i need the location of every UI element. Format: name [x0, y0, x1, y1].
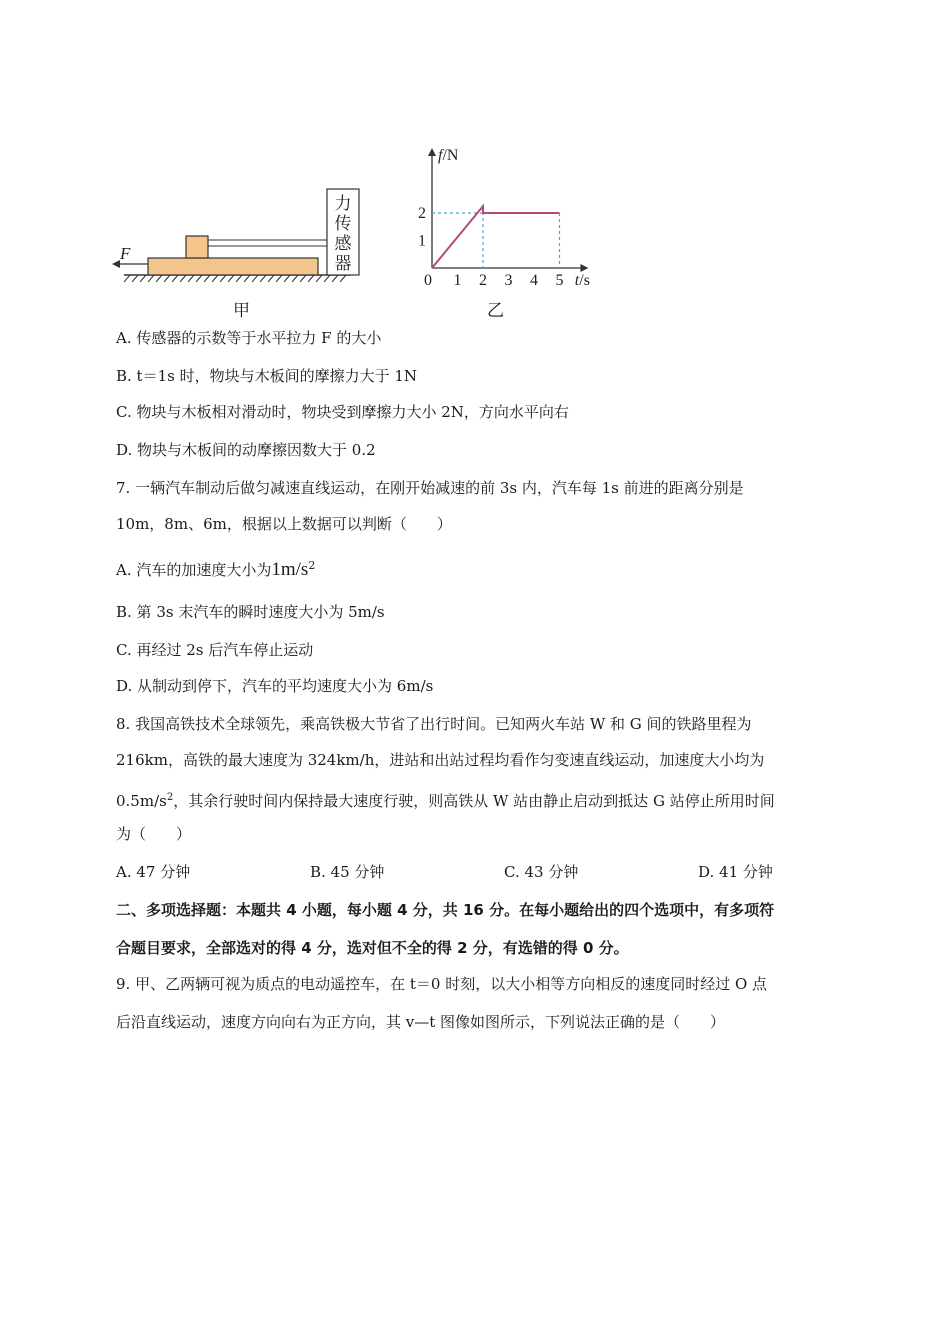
q8-stem-line3 [116, 788, 775, 811]
y-axis-label: f/N [438, 147, 459, 164]
wooden-board [148, 258, 318, 275]
q7-option-a [116, 556, 315, 580]
q8-stem-line2: 216km，高铁的最大速度为 324km/h，进站和出站过程均看作匀变速直线运动，加速度大小均为 [116, 751, 765, 769]
y-tick-label: 1 [418, 232, 426, 250]
q6-option-b: B. t＝1s 时，物块与木板间的摩擦力大于 1N [116, 367, 418, 385]
q7-option-a-sup: 2 [308, 559, 316, 572]
q6-option-a: A. 传感器的示数等于水平拉力 F 的大小 [116, 329, 382, 347]
y-tick-label: 2 [418, 205, 426, 222]
figure-jia [110, 185, 370, 295]
q8-stem-line4: 为（ ） [116, 825, 192, 843]
force-arrowhead [112, 260, 120, 268]
ground-hatching [124, 275, 346, 282]
sensor-char: 器 [334, 254, 352, 273]
block [186, 236, 208, 258]
x-tick-label: 1 [453, 272, 462, 289]
x-tick-label: 2 [479, 272, 487, 289]
sensor-char: 力 [334, 194, 352, 213]
sensor-char: 感 [334, 234, 352, 253]
q6-option-c: C. 物块与木板相对滑动时，物块受到摩擦力大小 2N，方向水平向右 [116, 403, 569, 421]
q8-option-b: B. 45 分钟 [310, 863, 385, 881]
friction-curve [432, 206, 560, 268]
q7-option-c: C. 再经过 2s 后汽车停止运动 [116, 641, 314, 659]
q8-option-a: A. 47 分钟 [116, 863, 191, 881]
section2-heading-line2: 合题目要求，全部选对的得 4 分，选对但不全的得 2 分，有选错的得 0 分。 [116, 939, 629, 957]
x-axis-label: t/s [574, 272, 590, 289]
q8-stem-line1: 8. 我国高铁技术全球领先，乘高铁极大节省了出行时间。已知两火车站 W 和 G 间的铁路里程为 [116, 715, 752, 733]
y-axis-arrowhead [428, 148, 436, 156]
x-tick-label: 0 [424, 272, 432, 289]
q8-accel-sup: 2 [166, 792, 174, 803]
q7-stem-line1: 7. 一辆汽车制动后做匀减速直线运动，在刚开始减速的前 3s 内，汽车每 1s 前进的距离分别是 [116, 479, 744, 497]
figure-yi-chart [412, 140, 612, 290]
q8-option-d: D. 41 分钟 [698, 863, 773, 881]
q7-stem-line2: 10m，8m、6m，根据以上数据可以判断（ ） [116, 515, 452, 533]
q9-stem-line1: 9. 甲、乙两辆可视为质点的电动遥控车，在 t＝0 时刻，以大小相等方向相反的速度同时经过 O 点 [116, 975, 768, 993]
q9-stem-line2: 后沿直线运动，速度方向向右为正方向，其 v—t 图像如图所示，下列说法正确的是（ ） [116, 1013, 726, 1031]
x-tick-label: 3 [504, 272, 513, 289]
q8-accel-value: 0.5m/s [116, 792, 167, 810]
q7-option-b: B. 第 3s 末汽车的瞬时速度大小为 5m/s [116, 603, 385, 621]
section2-heading-line1: 二、多项选择题：本题共 4 小题，每小题 4 分，共 16 分。在每小题给出的四个选项中，有多项符 [116, 901, 775, 919]
q7-option-d: D. 从制动到停下，汽车的平均速度大小为 6m/s [116, 677, 434, 695]
force-label: F [120, 244, 131, 263]
q7-option-a-value: 1m/s [271, 559, 309, 580]
figure-jia-caption: 甲 [233, 301, 250, 321]
q6-option-d: D. 物块与木板间的动摩擦因数大于 0.2 [116, 441, 376, 459]
sensor-char: 传 [334, 214, 352, 233]
x-axis-arrowhead [580, 264, 588, 272]
x-tick-label: 4 [530, 272, 538, 289]
figure-yi-caption: 乙 [487, 301, 504, 321]
q8-option-c: C. 43 分钟 [504, 863, 579, 881]
q8-stem-line3-rest: ，其余行驶时间内保持最大速度行驶，则高铁从 W 站由静止启动到抵达 G 站停止所用时间 [173, 792, 775, 810]
x-tick-label: 5 [555, 272, 564, 289]
q7-option-a-text: A. 汽车的加速度大小为 [116, 561, 272, 579]
